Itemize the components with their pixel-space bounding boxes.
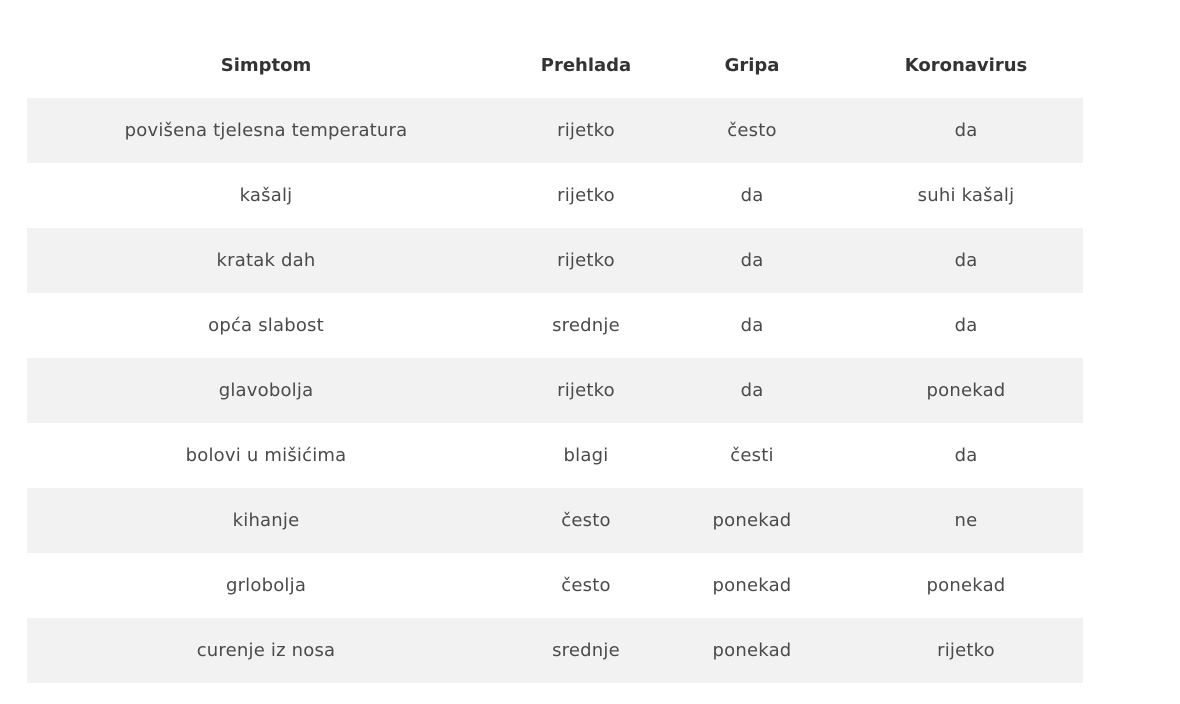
cell-simptom: kihanje [27, 488, 505, 553]
header-koronavirus: Koronavirus [904, 54, 1028, 76]
cell-gripa: da [667, 293, 849, 358]
cell-prehlada: srednje [505, 293, 667, 358]
table-row [27, 618, 1083, 683]
table-row [27, 553, 1083, 618]
table-row [27, 163, 1083, 228]
table-header [27, 32, 1083, 98]
cell-prehlada: rijetko [505, 98, 667, 163]
cell-koronavirus: da [849, 423, 1083, 488]
cell-prehlada: rijetko [505, 228, 667, 293]
cell-gripa: da [667, 163, 849, 228]
cell-gripa: ponekad [667, 553, 849, 618]
cell-gripa: da [667, 228, 849, 293]
cell-simptom: opća slabost [27, 293, 505, 358]
cell-gripa: da [667, 358, 849, 423]
cell-prehlada: srednje [505, 618, 667, 683]
table-row [27, 358, 1083, 423]
cell-simptom: grlobolja [27, 553, 505, 618]
cell-prehlada: često [505, 488, 667, 553]
cell-prehlada: rijetko [505, 163, 667, 228]
cell-koronavirus: suhi kašalj [849, 163, 1083, 228]
cell-prehlada: često [505, 553, 667, 618]
header-prehlada: Prehlada [540, 54, 632, 76]
table-row [27, 423, 1083, 488]
cell-simptom: curenje iz nosa [27, 618, 505, 683]
header-row [27, 32, 1083, 98]
cell-koronavirus: da [849, 98, 1083, 163]
cell-koronavirus: ponekad [849, 553, 1083, 618]
cell-prehlada: rijetko [505, 358, 667, 423]
cell-koronavirus: da [849, 228, 1083, 293]
header-simptom: Simptom [220, 54, 312, 76]
cell-simptom: glavobolja [27, 358, 505, 423]
table-body [27, 98, 1083, 683]
cell-gripa: česti [667, 423, 849, 488]
cell-koronavirus: da [849, 293, 1083, 358]
table-row [27, 98, 1083, 163]
header-gripa: Gripa [724, 54, 780, 76]
symptom-comparison-table [27, 32, 1083, 683]
table-row [27, 293, 1083, 358]
cell-simptom: bolovi u mišićima [27, 423, 505, 488]
cell-simptom: kratak dah [27, 228, 505, 293]
cell-koronavirus: ne [849, 488, 1083, 553]
cell-simptom: povišena tjelesna temperatura [27, 98, 505, 163]
symptom-comparison-table-container [27, 32, 1083, 683]
cell-prehlada: blagi [505, 423, 667, 488]
cell-gripa: ponekad [667, 618, 849, 683]
cell-simptom: kašalj [27, 163, 505, 228]
cell-koronavirus: rijetko [849, 618, 1083, 683]
cell-gripa: ponekad [667, 488, 849, 553]
cell-gripa: često [667, 98, 849, 163]
table-row [27, 228, 1083, 293]
table-row [27, 488, 1083, 553]
cell-koronavirus: ponekad [849, 358, 1083, 423]
